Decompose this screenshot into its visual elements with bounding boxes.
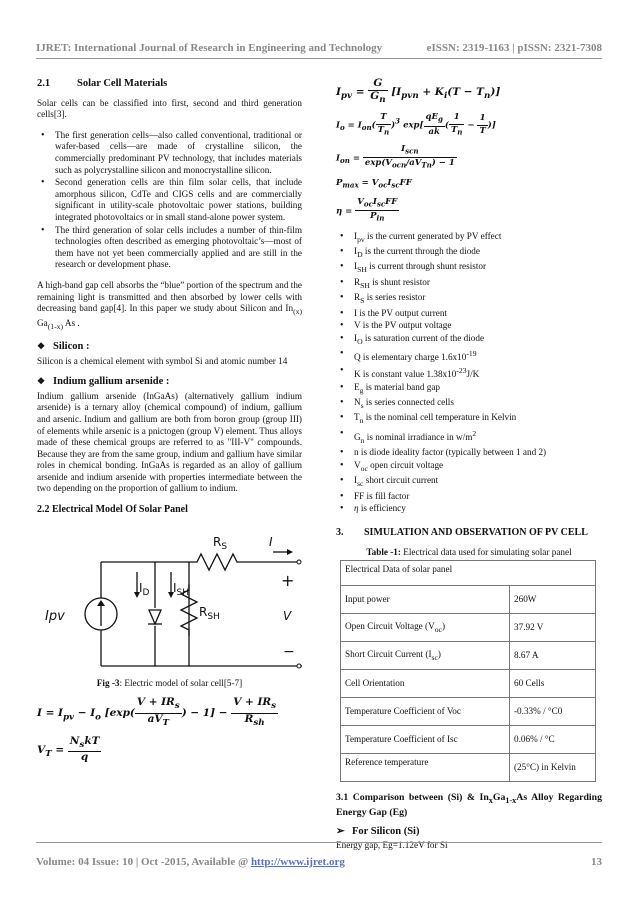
- parameter-list: [336, 231, 602, 515]
- list-item: • I is the PV output current: [336, 308, 602, 320]
- volume-info: Volume: 04 Issue: 10 | Oct -2015, Available @ http://www.ijret.org: [36, 856, 345, 868]
- equation-pmax: $P_{max} = V_{oc}I_{sc}FF$: [336, 177, 412, 190]
- table-row: Short Circuit Current $(I_{sc})$ 8.67 A: [341, 642, 596, 670]
- table-row: Open Circuit Voltage $(V_{oc})$ 37.92 V: [341, 614, 596, 642]
- list-item: • $R_{SH}$ is shunt resistor: [336, 277, 602, 291]
- page-number: 13: [591, 856, 602, 868]
- materials-intro: Solar cells can be classified into first, second and third generation cells[3].: [37, 97, 302, 120]
- equation-ion: $I_{on}$ = $\frac{I_{scn}}{\exp(V_{ocn}/aV_{Tn}) - 1}$: [336, 144, 455, 171]
- v-label: V: [283, 608, 292, 623]
- list-item: • $I_D$ is the current through the diode: [336, 246, 602, 260]
- ingaas-heading: ❖ Indium gallium arsenide :: [37, 376, 170, 388]
- list-item: • $I_{SH}$ is current through shunt resistor: [336, 261, 602, 275]
- header-rule: [36, 58, 602, 59]
- plus-terminal-label: +: [281, 570, 295, 590]
- table-header-row: Electrical Data of solar panel: [341, 561, 596, 586]
- section-3-heading: 3. SIMULATION AND OBSERVATION OF PV CELL: [336, 526, 588, 538]
- table-caption: Table -1: Electrical data used for simulating solar panel: [366, 546, 572, 557]
- list-item: • Second generation cells are thin film solar cells, that include amorphous silicon, CdTe and CIGS cells and are commercially significant in utility-scale photovoltaic power stations, building integrated photovoltaics or in small stand-alone power system.: [37, 177, 302, 223]
- journal-link[interactable]: http://www.ijret.org: [250, 856, 345, 868]
- left-column: [37, 78, 302, 770]
- minus-terminal-label: −: [283, 643, 295, 660]
- equation-io: $I_o = I_{on}$( $\frac{T}{T_n}$ )$^3$ exp[ $\frac{qE_g}{ak}$ ( $\frac{1}{T_n}$ − $\frac{1}{T}$ )]: [336, 112, 496, 137]
- circuit-diagram: [37, 524, 302, 676]
- equation-efficiency: η = $\frac{V_{oc}I_{sc}FF}{P_{in}}$: [336, 197, 398, 223]
- list-item: • The first generation cells—also called conventional, traditional or wafer-based cells—are made of crystalline silicon, the commercially predominant PV technology, that includes materials such as polycrystalline silicon and monocrystalline silicon.: [37, 130, 302, 176]
- ipv-label: Ipv: [45, 608, 65, 624]
- for-silicon-heading: ➢ For Silicon (Si): [336, 826, 420, 838]
- table-row: Input power 260W: [341, 586, 596, 614]
- journal-name: IJRET: International Journal of Research in Engineering and Technology: [36, 42, 383, 54]
- band-gap-paragraph: A high-band gap cell absorbs the “blue” portion of the spectrum and the remaining light is transmitted and then absorbed by lower cells with decreasing band gap[4]. In this paper we study about Silicon and $In_{(x)}$ $Ga_{(1-x)}$ As .: [37, 279, 302, 331]
- footer-rule: [36, 842, 602, 843]
- list-item: • $N_s$ is series connected cells: [336, 397, 602, 411]
- list-item: • $R_S$ is series resistor: [336, 292, 602, 306]
- section-2-2-heading: 2.2 Electrical Model Of Solar Panel: [37, 504, 188, 516]
- table-row: Reference temperature (25°C) in Kelvin: [341, 754, 596, 782]
- diamond-bullet-icon: ❖: [37, 376, 46, 387]
- list-item: • V is the PV output voltage: [336, 320, 602, 332]
- section-3-1-heading: 3.1 Comparison between (Si) & $In_xGa_{1-x}As$ Alloy Regarding Energy Gap (Eg): [336, 792, 602, 818]
- list-item: • $E_g$ is material band gap: [336, 382, 602, 396]
- table-row: Temperature Coefficient of Isc 0.06% / °C: [341, 726, 596, 754]
- equation-ipv: $I_{pv}$ = $\frac{G}{G_n}$ $[I_{pvn} + K_i(T - T_n)]$: [336, 77, 501, 105]
- list-item: • $T_n$ is the nominal cell temperature in Kelvin: [336, 412, 602, 426]
- list-item: • The third generation of solar cells includes a number of thin-film technologies often described as emerging photovoltaic’s—most of them have not yet been commercially applied and are still in the research or development phase.: [37, 225, 302, 271]
- diamond-bullet-icon: ❖: [37, 340, 46, 351]
- table-row: Temperature Coefficient of Voc -0.33% / °C0: [341, 698, 596, 726]
- list-item: • FF is fill factor: [336, 491, 602, 503]
- silicon-energy-gap: Energy gap, Eg=1.12eV for Si: [336, 839, 448, 850]
- id-label: $I_D$: [139, 580, 150, 598]
- table-row: Cell Orientation 60 Cells: [341, 670, 596, 698]
- rsh-label: $R_{SH}$: [199, 604, 220, 622]
- i-label: I: [269, 534, 273, 549]
- page-footer: [36, 856, 602, 868]
- list-item: • $I_{pv}$ is the current generated by PV effect: [336, 231, 602, 245]
- electrical-data-table: [340, 560, 596, 782]
- section-2-1-heading: 2.1 Solar Cell Materials: [37, 78, 168, 89]
- solar-cell-circuit: [37, 524, 302, 676]
- ingaas-text: Indium gallium arsenide (InGaAs) (alternatively gallium indium arsenide) is a ternary alloy (chemical compound) of indium, gallium and arsenic. Indium and gallium are both from boron group (group III) of elements while arsenic is a pnictogen (group V) element. Thus alloys made of these chemical groups are referred to as "III-V" compounds. Because they are from the same group, indium and gallium have similar roles in chemical bonding. InGaAs is regarded as an alloy of gallium arsenide and indium arsenide with properties intermediate between the two depending on the proportion of gallium to indium.: [37, 390, 302, 494]
- arrow-bullet-icon: ➢: [336, 826, 345, 838]
- issn: eISSN: 2319-1163 | pISSN: 2321-7308: [426, 42, 602, 54]
- silicon-heading: ❖ Silicon :: [37, 340, 90, 352]
- list-item: • $G_n$ is nominal irradiance in $w/m^2$: [336, 428, 602, 446]
- list-item: • $I_{sc}$ short circuit current: [336, 475, 602, 489]
- list-item: • $I_O$ is saturation current of the diode: [336, 333, 602, 347]
- silicon-text: Silicon is a chemical element with symbol Si and atomic number 14: [37, 355, 288, 366]
- equation-thermal-voltage: $V_T$ = $\frac{N_skT}{q}$: [37, 734, 100, 764]
- list-item: • n is diode ideality factor (typically between 1 and 2): [336, 447, 602, 459]
- list-item: • K is constant value $1.38x10^{-23}J/K$: [336, 365, 602, 381]
- list-item: • $V_{oc}$ open circuit voltage: [336, 460, 602, 474]
- equation-current: $I = I_{pv} - I_o$ [exp( $\frac{V + IR_s}{aV_T}$ ) − 1] − $\frac{V + IR_s}{R_{sh}}$: [37, 696, 277, 729]
- list-item: • Q is elementary charge $1.6x10^{-19}$: [336, 348, 602, 364]
- rs-label: $R_S$: [213, 534, 228, 552]
- generation-list: [37, 130, 302, 271]
- ish-label: $I_{SH}$: [173, 580, 190, 598]
- list-item: • η is efficiency: [336, 503, 602, 515]
- figure-caption: Fig -3: Electric model of solar cell[5-7]: [96, 677, 243, 688]
- page-header: [36, 42, 602, 54]
- right-column: [336, 78, 602, 860]
